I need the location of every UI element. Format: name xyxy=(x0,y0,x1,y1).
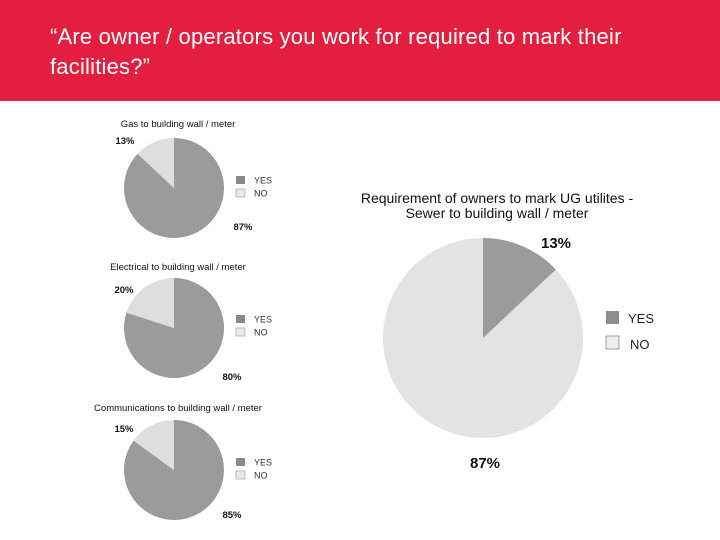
pie3-legend-yes-swatch xyxy=(236,458,245,466)
pie2-legend-no-swatch xyxy=(236,328,245,336)
pie2-title: Electrical to building wall / meter xyxy=(110,262,246,273)
pie1-title: Gas to building wall / meter xyxy=(120,119,236,130)
pie3-title: Communications to building wall / meter xyxy=(94,403,262,414)
pie1-label-yes: 87% xyxy=(233,222,253,233)
pie3-legend-no-swatch xyxy=(236,471,245,479)
pie2-legend-no-label: NO xyxy=(254,327,268,338)
pie2-legend-yes-swatch xyxy=(236,315,245,323)
pie3-label-yes: 85% xyxy=(222,510,242,521)
pie1-label-no: 13% xyxy=(115,136,135,147)
big-pie-label-yes: 13% xyxy=(540,235,572,252)
pie2-label-no: 20% xyxy=(114,285,134,296)
big-pie-legend-no-swatch xyxy=(606,336,619,349)
pie3-legend-yes-label: YES xyxy=(254,457,273,468)
big-pie-title-line-1: Requirement of owners to mark UG utilites - xyxy=(360,190,634,206)
pie2-legend-yes-label: YES xyxy=(254,314,273,325)
big-pie-legend-yes-swatch xyxy=(606,311,619,324)
pie1-legend-yes-label: YES xyxy=(254,175,273,186)
big-pie-label-no: 87% xyxy=(469,455,501,472)
big-pie-legend-no-label: NO xyxy=(630,337,650,352)
pie3-label-no: 15% xyxy=(114,424,134,435)
big-pie-title-line-2: Sewer to building wall / meter xyxy=(405,205,589,221)
big-pie-legend-yes-label: YES xyxy=(628,311,655,326)
slide-title: “Are owner / operators you work for required to mark their facilities?” xyxy=(50,24,622,79)
pie1-legend-no-swatch xyxy=(236,189,245,197)
pie1-legend-no-label: NO xyxy=(254,188,268,199)
pie3-legend-no-label: NO xyxy=(254,470,268,481)
pie2-label-yes: 80% xyxy=(222,372,242,383)
pie1-legend-yes-swatch xyxy=(236,176,245,184)
